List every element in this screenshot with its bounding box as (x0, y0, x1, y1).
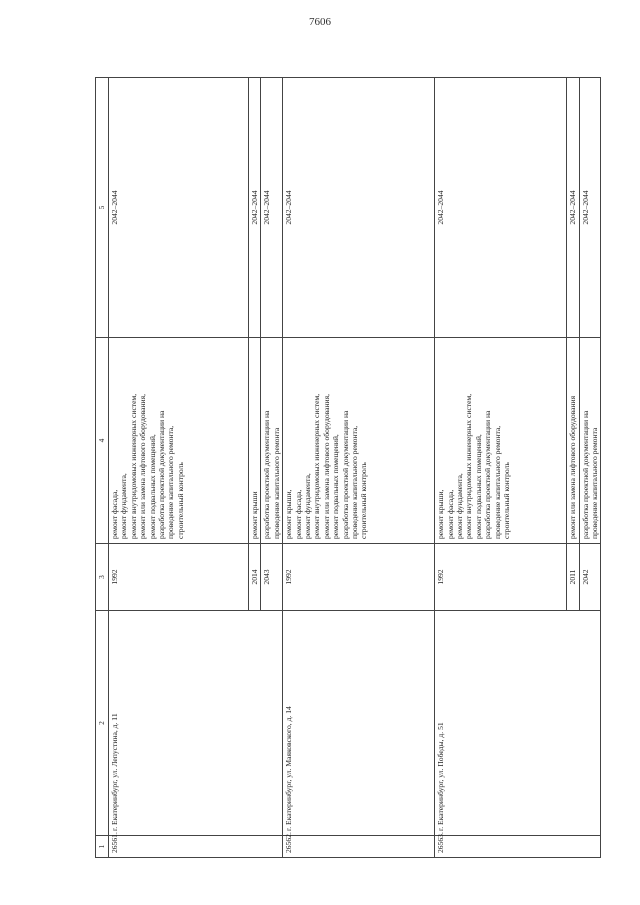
year-cell: 2014 (249, 544, 261, 611)
period-cell: 2042–2044 (283, 78, 435, 338)
header-row (96, 78, 109, 858)
work-item: ремонт внутридомовых инженерных систем, (128, 393, 138, 539)
work-item: ремонт внутридомовых инженерных систем, (464, 393, 474, 539)
rotated-table-container (95, 78, 600, 858)
period-cell: 2042–2044 (567, 78, 579, 338)
work-item: разработка проектной документации на (262, 410, 272, 539)
work-item: строительный контроль (359, 462, 369, 539)
address-cell: г. Екатеринбург, ул. Маяковского, д. 14 (283, 611, 435, 836)
work-item: проведение капитального ремонта (590, 427, 600, 539)
header-cell: 3 (96, 544, 109, 611)
work-item: ремонт или замена лифтового оборудования (568, 395, 578, 539)
table-row (109, 78, 249, 858)
work-item: ремонт фасада, (293, 489, 303, 539)
year-cell: 2011 (567, 544, 579, 611)
work-item: проведение капитального ремонта, (166, 425, 176, 539)
repair-schedule-table (95, 77, 601, 858)
work-item: строительный контроль (502, 462, 512, 539)
work-item: ремонт крыши, (436, 489, 446, 539)
table-row (283, 78, 435, 858)
period-cell: 2042–2044 (579, 78, 601, 338)
works-cell (109, 338, 249, 544)
year-cell: 2042 (579, 544, 601, 611)
work-item: проведение капитального ремонта (271, 427, 281, 539)
year-cell: 2043 (261, 544, 283, 611)
work-item: проведение капитального ремонта, (492, 425, 502, 539)
work-item: ремонт фундамента, (303, 473, 313, 539)
works-cell (283, 338, 435, 544)
work-item: разработка проектной документации на (157, 410, 167, 539)
works-cell (249, 338, 261, 544)
works-cell (261, 338, 283, 544)
header-cell: 5 (96, 78, 109, 338)
address-cell: г. Екатеринбург, ул. Лепустина, д. 11 (109, 611, 283, 836)
row-number-cell: 26561. (109, 836, 283, 858)
works-cell (567, 338, 579, 544)
works-cell (435, 338, 567, 544)
header-cell: 2 (96, 611, 109, 836)
period-cell: 2042–2044 (109, 78, 249, 338)
work-item: ремонт или замена лифтового оборудования, (138, 394, 148, 539)
work-item: строительный контроль (175, 462, 185, 539)
work-item: ремонт внутридомовых инженерных систем, (312, 393, 322, 539)
row-number-cell: 26562. (283, 836, 435, 858)
page-number: 7606 (309, 16, 331, 28)
work-item: ремонт или замена лифтового оборудования, (321, 394, 331, 539)
work-item: ремонт фасада, (110, 489, 119, 539)
work-item: ремонт фундамента, (455, 473, 465, 539)
work-item: ремонт подвальных помещений, (331, 434, 341, 539)
work-item: ремонт крыши (250, 491, 259, 539)
work-item: ремонт подвальных помещений, (147, 434, 157, 539)
year-cell: 1992 (283, 544, 435, 611)
address-cell: г. Екатеринбург, ул. Победы, д. 51 (435, 611, 601, 836)
period-cell: 2042–2044 (435, 78, 567, 338)
work-item: ремонт фасада, (445, 489, 455, 539)
work-item: ремонт крыши, (284, 489, 294, 539)
row-number-cell: 26563. (435, 836, 601, 858)
year-cell: 1992 (435, 544, 567, 611)
header-cell: 4 (96, 338, 109, 544)
header-cell: 1 (96, 836, 109, 858)
work-item: проведение капитального ремонта, (350, 425, 360, 539)
work-item: ремонт фундамента, (119, 473, 129, 539)
work-item: разработка проектной документации на (340, 410, 350, 539)
work-item: ремонт подвальных помещений, (473, 434, 483, 539)
work-item: разработка проектной документации на (580, 410, 590, 539)
works-cell (579, 338, 601, 544)
table-body (109, 78, 601, 858)
period-cell: 2042–2044 (249, 78, 261, 338)
table-row (435, 78, 567, 858)
year-cell: 1992 (109, 544, 249, 611)
period-cell: 2042–2044 (261, 78, 283, 338)
work-item: разработка проектной документации на (483, 410, 493, 539)
